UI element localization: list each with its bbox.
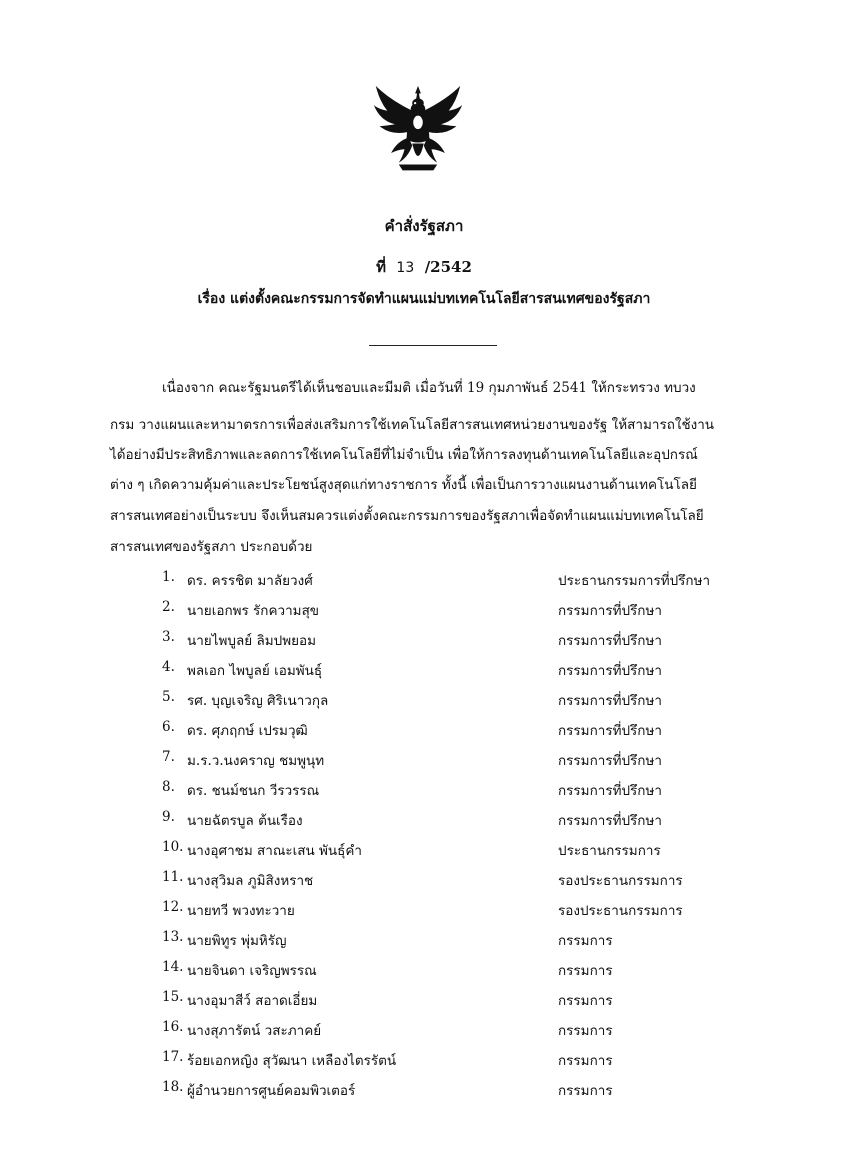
member-role: กรรมการที่ปรึกษา xyxy=(558,783,662,799)
member-row xyxy=(162,869,742,891)
member-role: กรรมการ xyxy=(558,1023,613,1039)
body-line: กรม วางแผนและหามาตรการเพื่อส่งเสริมการใช้เทคโนโลยีสารสนเทศหน่วยงานของรัฐ ให้สามารถใช้งาน xyxy=(110,417,715,433)
member-role: กรรมการที่ปรึกษา xyxy=(558,753,662,769)
body-line: สารสนเทศอย่างเป็นระบบ จึงเห็นสมควรแต่งตั้งคณะกรรมการของรัฐสภาเพื่อจัดทำแผนแม่บทเทคโนโลยี xyxy=(110,508,704,524)
member-number: 18. xyxy=(162,1079,184,1095)
member-row xyxy=(162,749,742,771)
member-role: กรรมการ xyxy=(558,1083,613,1099)
member-name: นางสุภารัตน์ วสะภาคย์ xyxy=(187,1023,322,1039)
order-title: คำสั่งรัฐสภา xyxy=(384,217,464,235)
member-name: ม.ร.ว.นงคราญ ชมพูนุท xyxy=(187,753,325,769)
member-role: กรรมการ xyxy=(558,1053,613,1069)
member-row xyxy=(162,599,742,621)
member-number: 14. xyxy=(162,959,184,975)
member-role: กรรมการ xyxy=(558,993,613,1009)
member-name: นายพิทูร พุ่มหิรัญ xyxy=(187,933,287,949)
member-role: ประธานกรรมการที่ปรึกษา xyxy=(558,573,711,589)
member-row xyxy=(162,1049,742,1071)
member-name: ดร. ครรชิต มาลัยวงศ์ xyxy=(187,573,313,589)
member-name: ดร. ชนม์ชนก วีรวรรณ xyxy=(187,783,320,799)
member-row xyxy=(162,989,742,1011)
body-line: ต่าง ๆ เกิดความคุ้มค่าและประโยชน์สูงสุดแก่ทางราชการ ทั้งนี้ เพื่อเป็นการวางแผนงานด้านเทคโนโลยี xyxy=(110,477,697,493)
member-row xyxy=(162,929,742,951)
member-number: 4. xyxy=(162,659,175,675)
order-number-prefix: ที่ xyxy=(376,258,386,276)
member-role: กรรมการ xyxy=(558,963,613,979)
order-number xyxy=(0,255,848,279)
member-row xyxy=(162,1079,742,1101)
member-row xyxy=(162,899,742,921)
member-row xyxy=(162,719,742,741)
member-row xyxy=(162,659,742,681)
body-line: สารสนเทศของรัฐสภา ประกอบด้วย xyxy=(110,539,313,555)
member-role: กรรมการ xyxy=(558,933,613,949)
member-row xyxy=(162,1019,742,1041)
member-number: 7. xyxy=(162,749,175,765)
member-name: นายไพบูลย์ ลิมปพยอม xyxy=(187,633,317,649)
order-number-value: 13 xyxy=(396,260,415,276)
member-role: กรรมการที่ปรึกษา xyxy=(558,813,662,829)
member-number: 12. xyxy=(162,899,184,915)
member-row xyxy=(162,809,742,831)
member-number: 15. xyxy=(162,989,184,1005)
member-number: 5. xyxy=(162,689,175,705)
member-role: กรรมการที่ปรึกษา xyxy=(558,723,662,739)
member-row xyxy=(162,779,742,801)
member-role: กรรมการที่ปรึกษา xyxy=(558,633,662,649)
member-name: ดร. ศุภฤกษ์ เปรมวุฒิ xyxy=(187,723,308,739)
member-name: นายทวี พวงทะวาย xyxy=(187,903,295,919)
member-number: 13. xyxy=(162,929,184,945)
member-number: 3. xyxy=(162,629,175,645)
divider xyxy=(369,345,497,346)
member-name: นางอุศาชม สาณะเสน พันธุ์คำ xyxy=(187,843,362,859)
member-number: 10. xyxy=(162,839,184,855)
member-role: กรรมการที่ปรึกษา xyxy=(558,603,662,619)
member-row xyxy=(162,629,742,651)
member-name: นางอุมาสีว์ สอาดเอี่ยม xyxy=(187,993,318,1009)
member-role: รองประธานกรรมการ xyxy=(558,903,683,919)
member-name: ร้อยเอกหญิง สุวัฒนา เหลืองไตรรัตน์ xyxy=(187,1053,397,1069)
member-name: รศ. บุญเจริญ ศิริเนาวกุล xyxy=(187,693,329,709)
member-name: นายเอกพร รักความสุข xyxy=(187,603,320,619)
member-number: 6. xyxy=(162,719,175,735)
member-row xyxy=(162,689,742,711)
member-row xyxy=(162,839,742,861)
member-number: 16. xyxy=(162,1019,184,1035)
member-row xyxy=(162,569,742,591)
member-name: นางสุวิมล ภูมิสิงหราช xyxy=(187,873,314,889)
member-row xyxy=(162,959,742,981)
member-number: 17. xyxy=(162,1049,184,1065)
member-role: ประธานกรรมการ xyxy=(558,843,661,859)
member-number: 8. xyxy=(162,779,175,795)
member-number: 11. xyxy=(162,869,184,885)
member-name: นายจินดา เจริญพรรณ xyxy=(187,963,317,979)
garuda-emblem-icon xyxy=(370,82,466,178)
member-role: กรรมการที่ปรึกษา xyxy=(558,693,662,709)
member-role: รองประธานกรรมการ xyxy=(558,873,683,889)
order-subject: เรื่อง แต่งตั้งคณะกรรมการจัดทำแผนแม่บทเทคโนโลยีสารสนเทศของรัฐสภา xyxy=(197,291,651,307)
member-role: กรรมการที่ปรึกษา xyxy=(558,663,662,679)
order-number-year: /2542 xyxy=(424,258,472,276)
member-number: 1. xyxy=(162,569,175,585)
member-number: 2. xyxy=(162,599,175,615)
body-line: ได้อย่างมีประสิทธิภาพและลดการใช้เทคโนโลยีที่ไม่จำเป็น เพื่อให้การลงทุนด้านเทคโนโลยีและอุปกรณ์ xyxy=(110,447,698,463)
member-name: นายฉัตรบูล ต้นเรือง xyxy=(187,813,303,829)
body-line: เนื่องจาก คณะรัฐมนตรีได้เห็นชอบและมีมติ เมื่อวันที่ 19 กุมภาพันธ์ 2541 ให้กระทรวง ทบวง xyxy=(162,380,696,396)
member-name: ผู้อำนวยการศูนย์คอมพิวเตอร์ xyxy=(187,1083,356,1099)
member-number: 9. xyxy=(162,809,175,825)
member-name: พลเอก ไพบูลย์ เอมพันธุ์ xyxy=(187,663,323,679)
